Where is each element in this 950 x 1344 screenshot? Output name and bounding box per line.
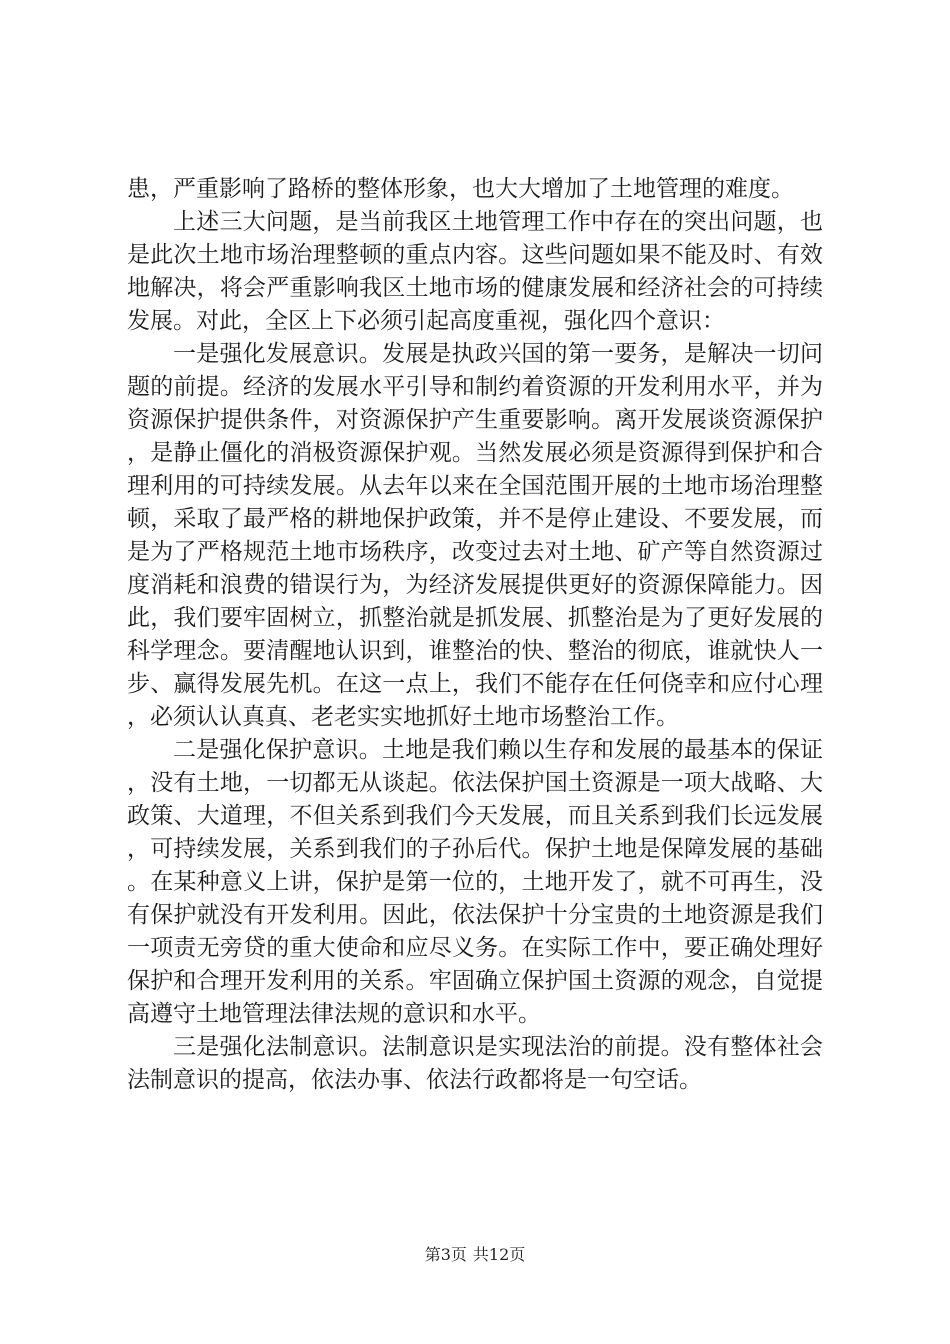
page-number: 第3页 xyxy=(424,1245,467,1264)
paragraph-2: 上述三大问题，是当前我区土地管理工作中存在的突出问题，也是此次土地市场治理整顿的重点内容。这些问题如果不能及时、有效地解决，将会严重影响我区土地市场的健康发展和经济社会的可持续发展。对此，全区上下必须引起高度重视，强化四个意识： xyxy=(127,209,823,334)
document-body xyxy=(127,173,823,1097)
paragraph-1: 患，严重影响了路桥的整体形象，也大大增加了土地管理的难度。 xyxy=(127,176,794,202)
paragraph-5: 三是强化法制意识。法制意识是实现法治的前提。没有整体社会法制意识的提高，依法办事、依法行政都将是一句空话。 xyxy=(127,1034,823,1093)
page-footer xyxy=(0,1244,950,1266)
paragraph-3: 一是强化发展意识。发展是执政兴国的第一要务，是解决一切问题的前提。经济的发展水平引导和制约着资源的开发利用水平，并为资源保护提供条件，对资源保护产生重要影响。离开发展谈资源保护，是静止僵化的消极资源保护观。当然发展必须是资源得到保护和合理利用的可持续发展。从去年以来在全国范围开展的土地市场治理整顿，采取了最严格的耕地保护政策，并不是停止建设、不要发展，而是为了严格规范土地市场秩序，改变过去对土地、矿产等自然资源过度消耗和浪费的错误行为，为经济发展提供更好的资源保障能力。因此，我们要牢固树立，抓整治就是抓发展、抓整治是为了更好发展的科学理念。要清醒地认识到，谁整治的快、整治的彻底，谁就快人一步、赢得发展先机。在这一点上，我们不能存在任何侥幸和应付心理，必须认认真真、老老实实地抓好土地市场整治工作。 xyxy=(127,341,823,730)
paragraph-4: 二是强化保护意识。土地是我们赖以生存和发展的最基本的保证，没有土地，一切都无从谈起。依法保护国土资源是一项大战略、大政策、大道理，不但关系到我们今天发展，而且关系到我们长远发展，可持续发展，关系到我们的子孙后代。保护土地是保障发展的基础。在某种意义上讲，保护是第一位的，土地开发了，就不可再生，没有保护就没有开发利用。因此，依法保护十分宝贵的土地资源是我们一项责无旁贷的重大使命和应尽义务。在实际工作中，要正确处理好保护和合理开发利用的关系。牢固确立保护国土资源的观念，自觉提高遵守土地管理法律法规的意识和水平。 xyxy=(127,737,823,1027)
page-total: 共12页 xyxy=(472,1245,526,1264)
